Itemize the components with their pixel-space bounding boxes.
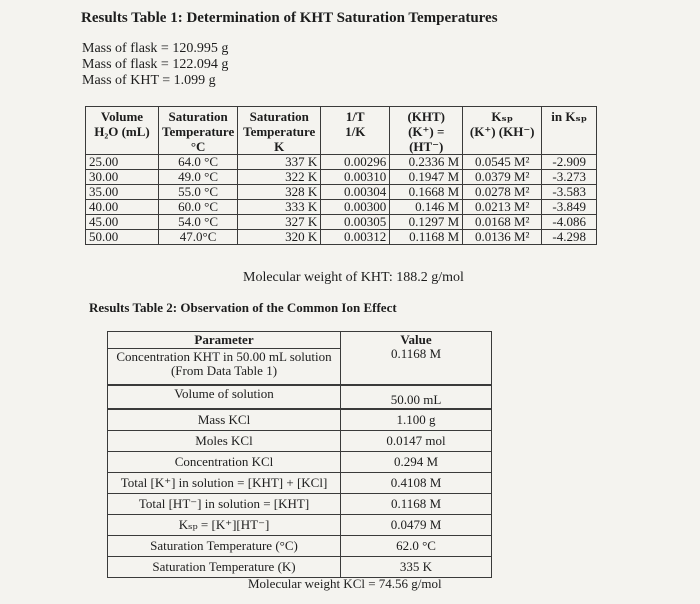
table-row: 35.00 55.0 °C 328 K 0.00304 0.1668 M 0.0278 M² -3.583 <box>86 185 597 200</box>
table-row: Moles KCl 0.0147 mol <box>108 431 492 452</box>
table-row: Kₛₚ = [K⁺][HT⁻] 0.0479 M <box>108 515 492 536</box>
kht-molecular-weight: Molecular weight of KHT: 188.2 g/mol <box>243 270 464 285</box>
header-sat-temp-c: Saturation Temperature °C <box>159 107 238 155</box>
table-row: 25.00 64.0 °C 337 K 0.00296 0.2336 M 0.0545 M² -2.909 <box>86 155 597 170</box>
table-row: 50.00 47.0°C 320 K 0.00312 0.1168 M 0.0136 M² -4.298 <box>86 230 597 245</box>
table-row: Concentration KHT in 50.00 mL solution (From Data Table 1) <box>108 349 492 386</box>
table-row: Saturation Temperature (K) 335 K <box>108 557 492 578</box>
table-row: Mass KCl 1.100 g <box>108 409 492 431</box>
table-row: Total [K⁺] in solution = [KHT] + [KCl] 0.4108 M <box>108 473 492 494</box>
common-ion-table <box>107 331 492 578</box>
table-row: 30.00 49.0 °C 322 K 0.00310 0.1947 M 0.0379 M² -3.273 <box>86 170 597 185</box>
table-row: 45.00 54.0 °C 327 K 0.00305 0.1297 M 0.0168 M² -4.086 <box>86 215 597 230</box>
header-volume: Volume H₂O (mL) <box>86 107 159 155</box>
header-ln-ksp: in Kₛₚ <box>542 107 597 155</box>
table-header-row: Parameter Value 0.1168 M <box>108 332 492 349</box>
mass-list <box>82 41 228 89</box>
table1-title: Results Table 1: Determination of KHT Saturation Temperatures <box>81 10 498 26</box>
kcl-molecular-weight: Molecular weight KCl = 74.56 g/mol <box>248 576 442 591</box>
mass-line: Mass of flask = 122.094 g <box>82 57 229 72</box>
table-row: Volume of solution 50.00 mL <box>108 385 492 409</box>
table-row: Total [HT⁻] in solution = [KHT] 0.1168 M <box>108 494 492 515</box>
saturation-table <box>85 106 597 245</box>
header-inverse-t: 1/T 1/K <box>321 107 390 155</box>
table-row: 40.00 60.0 °C 333 K 0.00300 0.146 M 0.0213 M² -3.849 <box>86 200 597 215</box>
header-ksp: Kₛₚ (K⁺) (KH⁻) <box>463 107 542 155</box>
table2-title: Results Table 2: Observation of the Common Ion Effect <box>89 300 397 315</box>
mass-line: Mass of KHT = 1.099 g <box>82 73 216 88</box>
header-kht: (KHT) (K⁺) = (HT⁻) <box>390 107 463 155</box>
mass-line: Mass of flask = 120.995 g <box>82 41 229 56</box>
table-row: Concentration KCl 0.294 M <box>108 452 492 473</box>
header-sat-temp-k: Saturation Temperature K <box>238 107 321 155</box>
header-parameter: Parameter <box>194 332 254 347</box>
header-value: Value <box>400 332 432 347</box>
table-row: Saturation Temperature (°C) 62.0 °C <box>108 536 492 557</box>
